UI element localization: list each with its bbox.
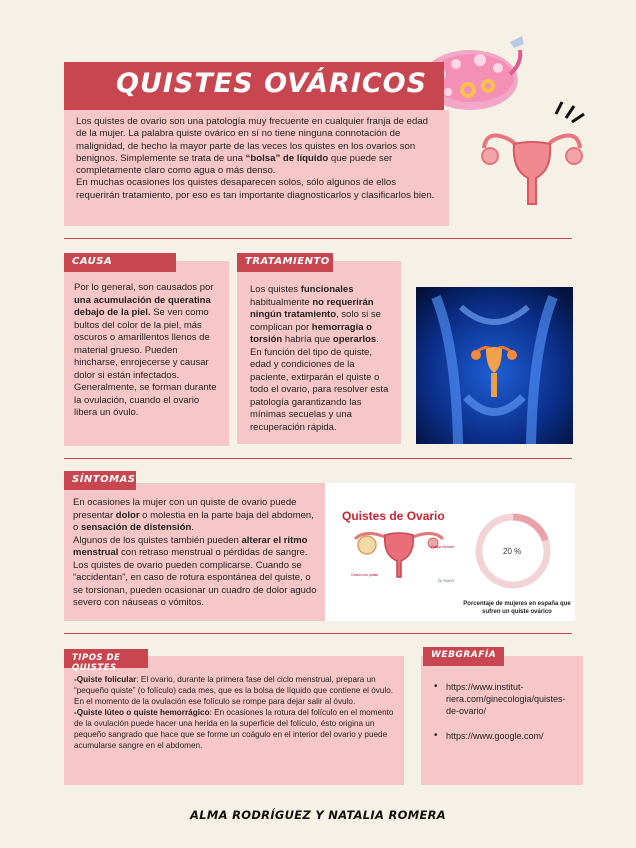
intro-box (64, 110, 449, 226)
sintomas-heading: SÍNTOMAS (64, 471, 136, 490)
divider (64, 238, 572, 239)
label-ovario-quiste: Ovario con quiste (351, 573, 379, 577)
anatomy-image (416, 287, 573, 444)
webgrafia-link[interactable]: • https://www.google.com/ (432, 730, 578, 742)
label-ovario-normal: Ovario Normal (431, 545, 454, 549)
sintomas-text: En ocasiones la mujer con un quiste de ovario puede presentar dolor o molestia en la parte baja del abdomen, o sensación de distensión. Algunos de los quistes también pueden alterar el ritmo menstrual con retraso menstrual o pérdidas de sangre. Los quistes de ovario pueden complicarse. Cuando se “accidentan”, en caso de rotura espontánea del quiste, o se torsionan, pueden ocasionar un cuadro de dolor agudo severo con náuseas o vómitos. (73, 497, 317, 608)
page-title-bar (64, 62, 444, 110)
uterus-icon (476, 100, 588, 212)
tipos-text: -Quiste folicular: El ovario, durante la primera fase del ciclo menstrual, prepara un “pequeño quiste” (o folículo) cada mes, que es la bolsa de líquido que contiene el óvulo. En el momento de la ovulación ese folículo se rompe para dejar salir al óvulo. -Quiste lúteo o quiste hemorrágico: En ocasiones la rotura del folículo en el momento de la ovulación puede hacer una herida en la superficie del folículo, ésto origina un pequeño sangrado que hace que se forme un coágulo en el interior del ovario y puede acumularse sangre en el abdomen. (74, 675, 394, 750)
percentage-label: 20 % (503, 547, 522, 556)
tratamiento-heading: TRATAMIENTO (237, 253, 333, 272)
causa-text: Por lo general, son causados por una acumulación de queratina debajo de la piel. Se ven como bultos del color de la piel, más oscuros o amarillentos llenos de material grueso. Pueden hincharse, enrojecerse y causar dolor si están infectados. Generalmente, se forman durante la ovulación, cuando el ovario libera un óvulo. (74, 282, 217, 418)
intro-paragraph-2: En muchas ocasiones los quistes desaparecen solos, sólo algunos de ellos requerirán tratamiento, por eso es tan importante diagnosticarlos y clasificarlos bien. (76, 177, 435, 201)
causa-heading: CAUSA (64, 253, 176, 272)
webgrafia-list (432, 681, 578, 755)
divider (64, 633, 572, 634)
tipos-heading: TIPOS DE QUISTES (64, 649, 148, 668)
chart-caption: Porcentaje de mujeres en españa que sufren un quiste ovárico (463, 601, 571, 615)
authors: ALMA RODRÍGUEZ Y NATALIA ROMERA (190, 808, 446, 822)
donut-slice-0 (513, 517, 545, 540)
chart-card (325, 483, 575, 621)
webgrafia-heading: WEBGRAFÍA (423, 647, 504, 666)
diagram-credit: Dr. Ruiz B. (438, 579, 455, 583)
webgrafia-link[interactable]: • https://www.institut-riera.com/ginecologia/quistes-de-ovario/ (432, 681, 578, 717)
divider (64, 458, 572, 459)
intro-paragraph-1: Los quistes de ovario son una patología muy frecuente en cualquier franja de edad de la mujer. La palabra quiste ovárico en sí no tiene ninguna connotación de malignidad, de hecho la mayor parte de las veces los quistes en los ovarios son benignos. Simplemente se trata de una “bolsa” de líquido que puede ser completamente claro como agua o más denso. (76, 116, 429, 177)
page-title: QUISTES OVÁRICOS (116, 68, 428, 99)
tratamiento-text: Los quistes funcionales habitualmente no requerirán ningún tratamiento, solo si se complican por hemorragia o torsión habría que operarlos. En función del tipo de quiste, edad y condiciones de la paciente, extirparán el quiste o todo el ovario, para resolver esta patología garantizando las mínimas secuelas y una recuperación rápida. (250, 284, 389, 433)
diagram-title: Quistes de Ovario (342, 509, 445, 523)
